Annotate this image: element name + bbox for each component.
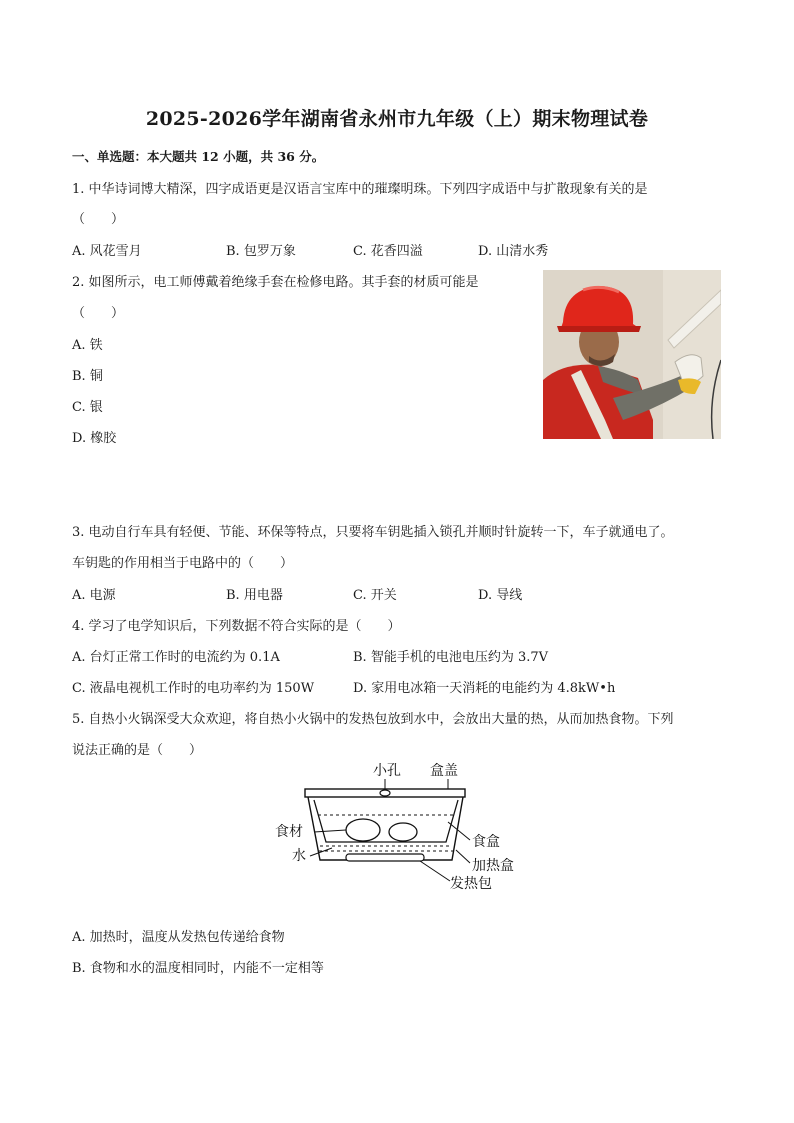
question-2-blank: （ ） (72, 306, 125, 321)
question-2-option-c: C. 银 (72, 400, 103, 415)
question-1-option-c: C. 花香四溢 (353, 244, 423, 259)
question-1-stem: 1. 中华诗词博大精深，四字成语更是汉语言宝库中的璀璨明珠。下列四字成语中与扩散现象有关的是 (72, 182, 648, 197)
question-1-option-a: A. 风花雪月 (72, 244, 142, 259)
question-3-option-d: D. 导线 (478, 588, 523, 603)
question-3-option-c: C. 开关 (353, 588, 397, 603)
question-3-option-a: A. 电源 (72, 588, 116, 603)
self-heating-hotpot-diagram (270, 760, 530, 900)
question-4-option-a: A. 台灯正常工作时的电流约为 0.1A (72, 650, 280, 665)
label-hole: 小孔 (373, 763, 401, 779)
label-heating-box: 加热盒 (472, 858, 514, 874)
question-5-stem-cont: 说法正确的是（ ） (72, 743, 203, 758)
page-title: 2025-2026学年湖南省永州市九年级（上）期末物理试卷 (145, 108, 649, 130)
question-2-option-b: B. 铜 (72, 369, 103, 384)
question-1-option-b: B. 包罗万象 (226, 244, 296, 259)
label-heating-pack: 发热包 (450, 876, 492, 892)
question-1-option-d: D. 山清水秀 (478, 244, 549, 259)
question-5-option-b: B. 食物和水的温度相同时，内能不一定相等 (72, 961, 324, 976)
question-3-stem-cont: 车钥匙的作用相当于电路中的（ ） (72, 556, 294, 571)
section-heading: 一、单选题：本大题共 12 小题，共 36 分。 (72, 149, 325, 164)
electrician-photo (543, 270, 721, 439)
label-lid: 盒盖 (430, 763, 458, 779)
label-food: 食材 (275, 824, 303, 840)
question-4-option-b: B. 智能手机的电池电压约为 3.7V (353, 650, 549, 665)
question-2-stem: 2. 如图所示，电工师傅戴着绝缘手套在检修电路。其手套的材质可能是 (72, 275, 479, 290)
question-4-option-c: C. 液晶电视机工作时的电功率约为 150W (72, 681, 315, 696)
question-5-stem: 5. 自热小火锅深受大众欢迎，将自热小火锅中的发热包放到水中，会放出大量的热，从而加热食物。下列 (72, 712, 674, 727)
question-3-stem: 3. 电动自行车具有轻便、节能、环保等特点，只要将车钥匙插入锁孔并顺时针旋转一下，车子就通电了。 (72, 525, 674, 540)
question-4-stem: 4. 学习了电学知识后，下列数据不符合实际的是（ ） (72, 619, 401, 634)
question-3-option-b: B. 用电器 (226, 588, 283, 603)
question-2-option-a: A. 铁 (72, 338, 103, 353)
label-food-box: 食盒 (472, 834, 500, 850)
question-2-option-d: D. 橡胶 (72, 431, 117, 446)
question-5-option-a: A. 加热时，温度从发热包传递给食物 (72, 930, 285, 945)
question-4-option-d: D. 家用电冰箱一天消耗的电能约为 4.8kW•h (353, 681, 616, 696)
label-water: 水 (292, 848, 306, 864)
question-1-blank: （ ） (72, 212, 125, 227)
